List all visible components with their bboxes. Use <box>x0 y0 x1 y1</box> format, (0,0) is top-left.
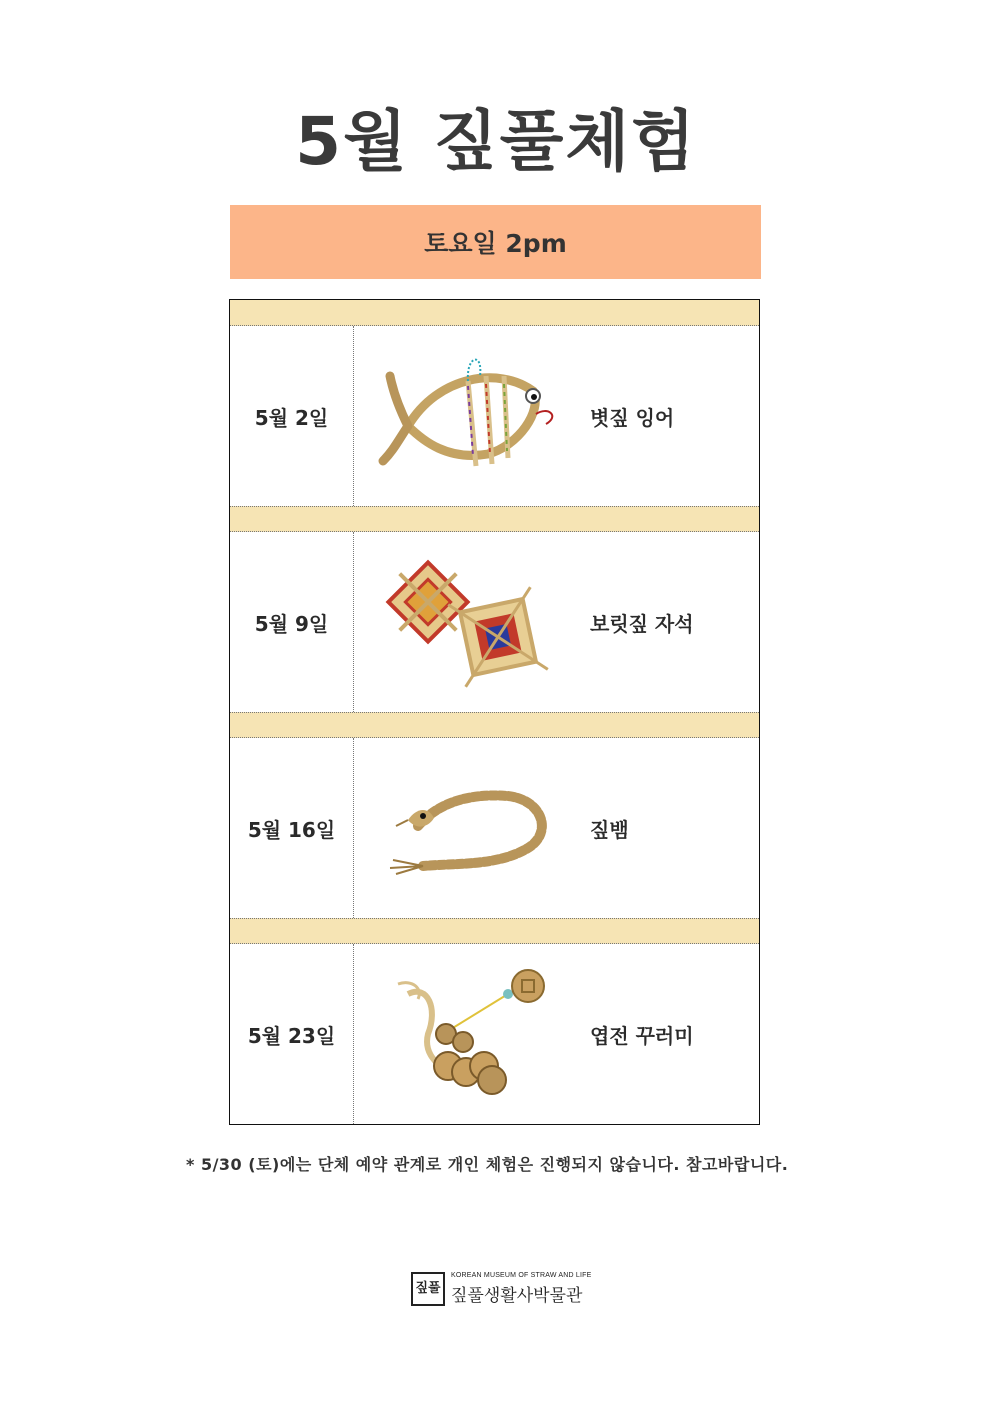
logo-english-name: KOREAN MUSEUM OF STRAW AND LIFE <box>451 1272 592 1279</box>
item-name: 짚뱀 <box>590 817 629 842</box>
footnote: * 5/30 (토)에는 단체 예약 관계로 개인 체험은 진행되지 않습니다. 참고바랍니다. <box>186 1155 789 1174</box>
table-row <box>230 738 759 918</box>
logo-text <box>451 1272 592 1306</box>
date-cell: 5월 16일 <box>230 738 354 918</box>
schedule-table <box>229 299 760 1125</box>
logo-mark <box>411 1272 445 1306</box>
time-banner: 토요일 2pm <box>230 205 761 279</box>
item-cell <box>354 944 759 1124</box>
item-name: 보릿짚 자석 <box>590 611 694 636</box>
barley-straw-magnet-image <box>368 542 568 702</box>
coin-bundle-image <box>368 954 568 1114</box>
item-name: 볏짚 잉어 <box>590 405 675 430</box>
museum-logo <box>411 1272 592 1306</box>
table-row <box>230 944 759 1124</box>
straw-snake-image <box>368 748 568 908</box>
date-cell: 5월 2일 <box>230 326 354 506</box>
table-row <box>230 326 759 506</box>
item-name: 엽전 꾸러미 <box>590 1023 694 1048</box>
item-cell <box>354 326 759 506</box>
page-title: 5월 짚풀체험 <box>295 103 697 180</box>
date-cell: 5월 9일 <box>230 532 354 712</box>
table-row <box>230 532 759 712</box>
logo-korean-name: 짚풀생활사박물관 <box>451 1286 583 1306</box>
table-spacer-row <box>230 506 759 532</box>
item-cell <box>354 532 759 712</box>
table-spacer-row <box>230 300 759 326</box>
date-cell: 5월 23일 <box>230 944 354 1124</box>
table-spacer-row <box>230 918 759 944</box>
logo-mark-text: 짚풀 <box>415 1281 441 1296</box>
item-cell <box>354 738 759 918</box>
table-spacer-row <box>230 712 759 738</box>
straw-carp-image <box>368 336 568 496</box>
